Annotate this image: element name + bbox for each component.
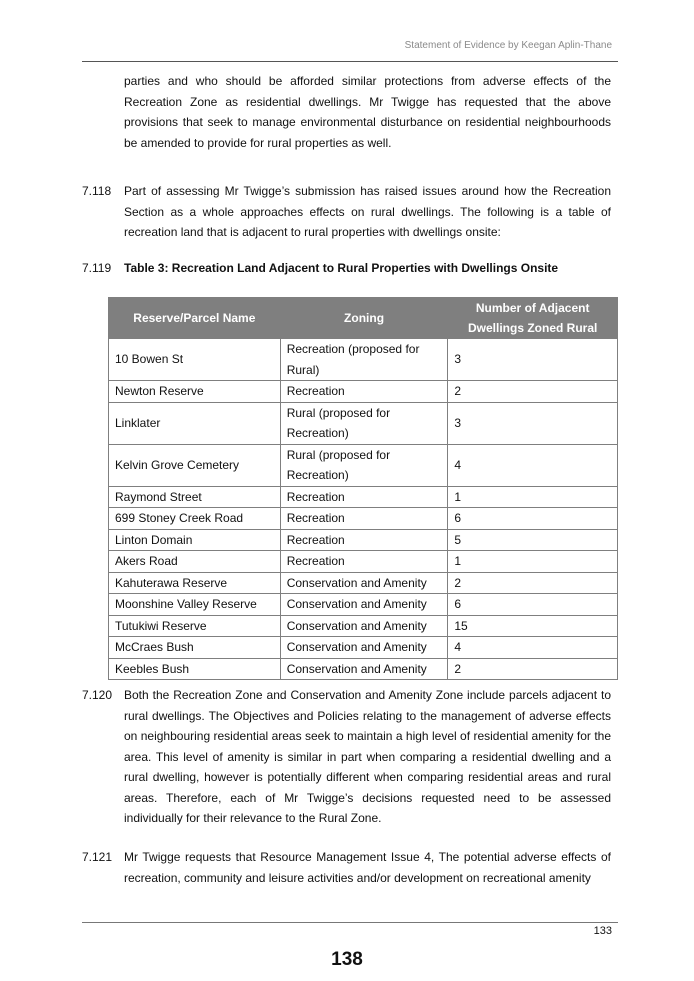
cell-reserve: Kahuterawa Reserve — [109, 572, 281, 594]
header-rule — [82, 61, 618, 62]
paragraph-7-118: Part of assessing Mr Twigge’s submission has raised issues around how the Recreation Section as a whole approaches effects on rural dwellings. The following is a table of recreation land that is adjacent to rural properties with dwellings onsite: — [124, 184, 611, 239]
table-row — [109, 444, 618, 486]
cell-dwellings: 6 — [448, 508, 618, 530]
cell-reserve: Akers Road — [109, 551, 281, 573]
cell-zoning: Recreation — [280, 508, 448, 530]
cell-reserve: 10 Bowen St — [109, 339, 281, 381]
cell-dwellings: 2 — [448, 658, 618, 680]
cell-zoning: Recreation (proposed for Rural) — [280, 339, 448, 381]
cell-reserve: Kelvin Grove Cemetery — [109, 444, 281, 486]
column-header-reserve: Reserve/Parcel Name — [109, 298, 281, 339]
cell-zoning: Recreation — [280, 381, 448, 403]
cell-zoning: Rural (proposed for Recreation) — [280, 444, 448, 486]
cell-reserve: Moonshine Valley Reserve — [109, 594, 281, 616]
cell-zoning: Conservation and Amenity — [280, 658, 448, 680]
cell-dwellings: 4 — [448, 444, 618, 486]
cell-dwellings: 1 — [448, 551, 618, 573]
table-row — [109, 402, 618, 444]
table-row — [109, 551, 618, 573]
paragraph-number-7-120: 7.120 — [82, 688, 113, 702]
table-row — [109, 529, 618, 551]
cell-reserve: Newton Reserve — [109, 381, 281, 403]
cell-zoning: Recreation — [280, 486, 448, 508]
cell-reserve: Linton Domain — [109, 529, 281, 551]
cell-dwellings: 3 — [448, 339, 618, 381]
cell-zoning: Conservation and Amenity — [280, 594, 448, 616]
cell-reserve: Tutukiwi Reserve — [109, 615, 281, 637]
table-row — [109, 572, 618, 594]
footer-rule — [82, 922, 618, 923]
paragraph-number-7-119: 7.119 — [82, 261, 112, 275]
cell-dwellings: 6 — [448, 594, 618, 616]
cell-reserve: McCraes Bush — [109, 637, 281, 659]
cell-zoning: Recreation — [280, 529, 448, 551]
table-row — [109, 486, 618, 508]
cell-dwellings: 3 — [448, 402, 618, 444]
recreation-land-table — [108, 297, 618, 680]
cell-zoning: Conservation and Amenity — [280, 637, 448, 659]
cell-dwellings: 5 — [448, 529, 618, 551]
cell-reserve: Linklater — [109, 402, 281, 444]
paragraph-continued: parties and who should be afforded similar protections from adverse effects of the Recreation Zone as residential dwellings. Mr Twigge has requested that the above provisions that seek to manage environmental disturbance on residential neighbourhoods be amended to provide for rural properties as well. — [124, 74, 611, 150]
cell-reserve: 699 Stoney Creek Road — [109, 508, 281, 530]
cell-dwellings: 2 — [448, 572, 618, 594]
cell-dwellings: 4 — [448, 637, 618, 659]
cell-reserve: Raymond Street — [109, 486, 281, 508]
paragraph-number-7-121: 7.121 — [82, 850, 113, 864]
table-row — [109, 508, 618, 530]
cell-zoning: Conservation and Amenity — [280, 615, 448, 637]
table-row — [109, 339, 618, 381]
cell-zoning: Recreation — [280, 551, 448, 573]
cell-reserve: Keebles Bush — [109, 658, 281, 680]
table-row — [109, 381, 618, 403]
cell-dwellings: 15 — [448, 615, 618, 637]
column-header-zoning: Zoning — [280, 298, 448, 339]
cell-zoning: Conservation and Amenity — [280, 572, 448, 594]
table-row — [109, 615, 618, 637]
cell-zoning: Rural (proposed for Recreation) — [280, 402, 448, 444]
column-header-dwellings: Number of Adjacent Dwellings Zoned Rural — [448, 298, 618, 339]
table-row — [109, 637, 618, 659]
page-number: 133 — [593, 925, 612, 937]
paragraph-7-121: Mr Twigge requests that Resource Management Issue 4, The potential adverse effects of recreation, community and leisure activities and/or development on recreational amenity — [124, 850, 611, 885]
header-title: Statement of Evidence by Keegan Aplin-Thane — [404, 40, 612, 51]
paragraph-7-120: Both the Recreation Zone and Conservation and Amenity Zone include parcels adjacent to rural dwellings. The Objectives and Policies relating to the management of adverse effects on neighbouring residential areas seek to maintain a high level of residential amenity for the area. This level of amenity is similar in part when comparing a residential dwelling and a rural dwelling, however is potentially different when comparing residential areas and rural areas. Therefore, each of Mr Twigge’s decisions requested need to be assessed individually for their relevance to the Rural Zone. — [124, 688, 611, 825]
table-row — [109, 658, 618, 680]
paragraph-number-7-118: 7.118 — [82, 184, 112, 198]
table-row — [109, 594, 618, 616]
document-page-number: 138 — [331, 949, 363, 970]
cell-dwellings: 1 — [448, 486, 618, 508]
table-caption: Table 3: Recreation Land Adjacent to Rural Properties with Dwellings Onsite — [124, 261, 559, 275]
cell-dwellings: 2 — [448, 381, 618, 403]
